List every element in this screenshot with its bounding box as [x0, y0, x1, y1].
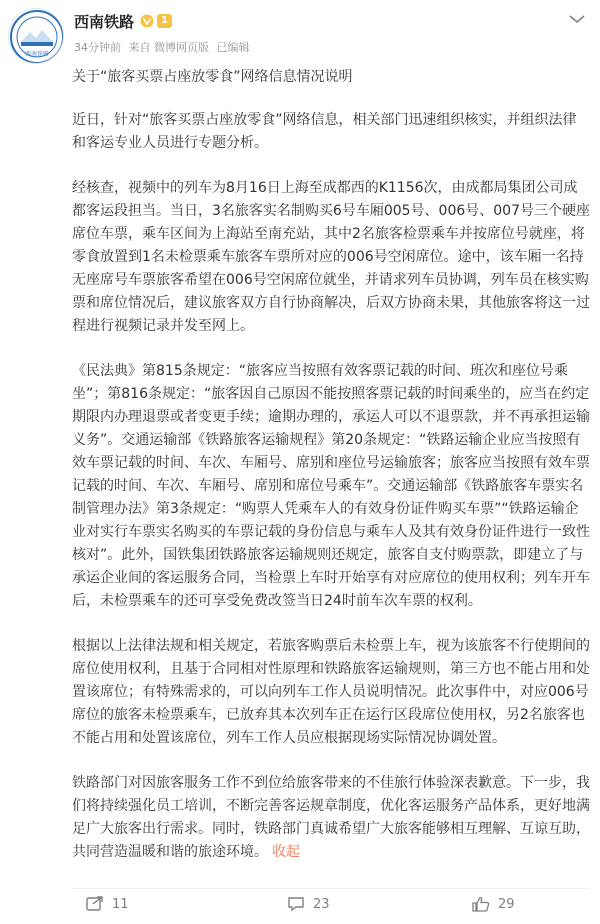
paragraph-2: 经核查，视频中的列车为8月16日上海至成都西的K1156次，由成都局集团公司成都客运段担当。当日，3名旅客实名制购买6号车厢005号、006号、007号三个硬座席位车票，乘车区间为上海站至南充站，其中2名旅客检票乘车并按席位号就座，将零食放置到1名未检票乘车旅客车票所对应的006号空闲席位。途中，该车厢一名持无座席号车票旅客希望在006号空闲席位就坐，并请求列车员协调，列车员在核实购票和席位情况后，建议旅客双方自行协商解决，后双方协商未果，其他旅客将这一过程进行视频记录并发至网上。: [72, 180, 590, 334]
author-name[interactable]: 西南铁路: [74, 12, 135, 31]
level-badge[interactable]: 1: [157, 14, 172, 28]
repost-count: 11: [112, 896, 129, 912]
paragraph-5-text: 铁路部门对因旅客服务工作不到位给旅客带来的不佳旅行体验深表歉意。下一步，我们将持续强化员工培训，不断完善客运规章制度，优化客运服务产品体系，更好地满足广大旅客出行需求。同时，铁路部门真诚希望广大旅客能够相互理解、互谅互助，共同营造温暖和谐的旅途环境。: [72, 775, 590, 860]
post-time[interactable]: 34分钟前: [74, 41, 121, 54]
avatar-label: 西南铁路: [24, 51, 50, 58]
post-source: 来自 微博网页版: [128, 41, 209, 54]
vip-icon: [140, 14, 154, 28]
post-content: [72, 66, 590, 864]
more-icon[interactable]: [568, 14, 586, 24]
paragraph-5: [72, 772, 590, 864]
comment-icon: [287, 896, 305, 912]
collapse-link[interactable]: 收起: [272, 844, 300, 860]
edited-label[interactable]: 已编辑: [216, 41, 250, 54]
like-button[interactable]: [472, 896, 515, 912]
repost-button[interactable]: [86, 896, 129, 912]
paragraph-1: 近日，针对“旅客买票占座放零食”网络信息，相关部门迅速组织核实，并组织法律和客运专业人员进行专题分析。: [72, 112, 577, 151]
avatar[interactable]: [8, 8, 64, 64]
like-count: 29: [498, 896, 515, 912]
post-header: [0, 0, 600, 64]
repost-icon: [86, 896, 104, 912]
post-actions: [72, 888, 590, 919]
like-icon: [472, 896, 490, 912]
post-title: 关于“旅客买票占座放零食”网络信息情况说明: [72, 69, 353, 85]
post-meta: [74, 39, 254, 55]
paragraph-4: 根据以上法律法规和相关规定，若旅客购票后未检票上车，视为该旅客不行使期间的席位使用权利，且基于合同相对性原理和铁路旅客运输规则，第三方也不能占用和处置该席位；有特殊需求的，可以向列车工作人员说明情况。此次事件中，对应006号席位的旅客未检票乘车，已放弃其本次列车正在运行区段席位使用权，另2名旅客也不能占用和处置该席位，列车工作人员应根据现场实际情况协调处置。: [72, 638, 590, 746]
paragraph-3: 《民法典》第815条规定：“旅客应当按照有效客票记载的时间、班次和座位号乘坐”；第816条规定：“旅客因自己原因不能按照客票记载的时间乘坐的，应当在约定期限内办理退票或者变更手续；逾期办理的，承运人可以不退票款，并不再承担运输义务”。交通运输部《铁路旅客运输规程》第20条规定：“铁路运输企业应当按照有效车票记载的时间、车次、车厢号、席别和座位号运输旅客；旅客应当按照有效车票记载的时间、车次、车厢号、席别和席位号乘车”。交通运输部《铁路旅客车票实名制管理办法》第3条规定：“购票人凭乘车人的有效身份证件购买车票”“铁路运输企业对实行车票实名购买的车票记载的身份信息与乘车人及其有效身份证件进行一致性核对”。此外，国铁集团铁路旅客运输规则还规定，旅客自支付购票款，即建立了与承运企业间的客运服务合同，当检票上车时开始享有对应席位的使用权利；列车开车后，未检票乘车的还可享受免费改签当日24时前车次车票的权利。: [72, 363, 590, 609]
avatar-logo: [9, 9, 64, 64]
comment-count: 23: [313, 896, 330, 912]
comment-button[interactable]: [287, 896, 330, 912]
